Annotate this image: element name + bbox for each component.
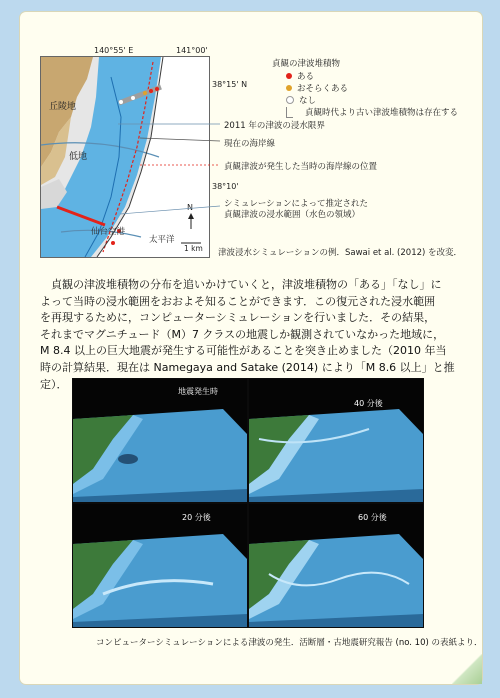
body-line: を再現するために，コンピューターシミュレーションを行いました．その結果， [40,311,436,325]
panel-graphic [249,504,423,627]
panel-label-40: 40 分後 [354,399,383,408]
legend-label: おそらくある [297,84,349,94]
label-ocean: 太平洋 [149,235,175,245]
label-airport: 仙台空港 [91,227,126,237]
body-line: M 8.4 以上の巨大地震が発生する可能性があることを突き止めました（2010 年当 [40,344,447,358]
simulation-figure [72,378,424,628]
panel-graphic [73,504,247,627]
annotation-present-coast: 現在の海岸線 [224,139,276,149]
panel-graphic [249,379,423,502]
coord-lat-2: 38°10' [212,182,239,191]
figure-caption-1: 津波浸水シミュレーションの例．Sawai et al. (2012) を改変． [218,248,463,258]
panel-label-20: 20 分後 [182,513,211,522]
legend-title: 貞観の津波堆積物 [272,59,341,69]
panel-label-60: 60 分後 [358,513,387,522]
panel-60min [249,504,423,627]
body-line: よって当時の浸水範囲をおおよそ知ることができます．この復元された浸水範囲 [40,294,436,308]
body-paragraph [40,277,460,393]
annotation-sim-line2: 貞観津波の浸水範囲（水色の領域） [224,210,361,220]
panel-20min [73,504,247,627]
panel-label-0: 地震発生時 [178,387,218,396]
legend-label: なし [299,96,317,106]
coord-lon-2: 141°00' [176,46,208,55]
body-line: 時の計算結果．現在は Namegaya and Satake (2014) により「M 8.6 以上」と推定）． [40,360,455,391]
annotation-2011-limit: 2011 年の津波の浸水限界 [224,121,325,131]
panel-0min [73,379,247,502]
annotation-sim-line1: シミュレーションによって推定された [224,199,368,209]
coord-lat-1: 38°15' N [212,80,248,89]
label-lowland: 低地 [69,152,88,162]
legend-old-note-text: 貞観時代より古い津波堆積物は存在する [305,108,459,118]
annotation-jogan-coast: 貞観津波が発生した当時の海岸線の位置 [224,162,378,172]
panel-graphic [73,379,247,502]
legend-label: ある [297,72,315,82]
figure-caption-2: コンピューターシミュレーションによる津波の発生．活断層・古地震研究報告 (no. 10) の表紙より． [96,638,483,648]
body-line: それまでマグニチュード（M）7 クラスの地震しか観測されていなかった地域に， [40,327,445,341]
label-hill: 丘陵地 [49,102,77,112]
coord-lon-1: 140°55' E [94,46,134,55]
panel-40min [249,379,423,502]
north-label: N [187,203,193,212]
body-line: 貞観の津波堆積物の分布を追いかけていくと，津波堆積物の「ある」「なし」に [40,278,442,291]
scale-label: 1 km [184,244,203,253]
